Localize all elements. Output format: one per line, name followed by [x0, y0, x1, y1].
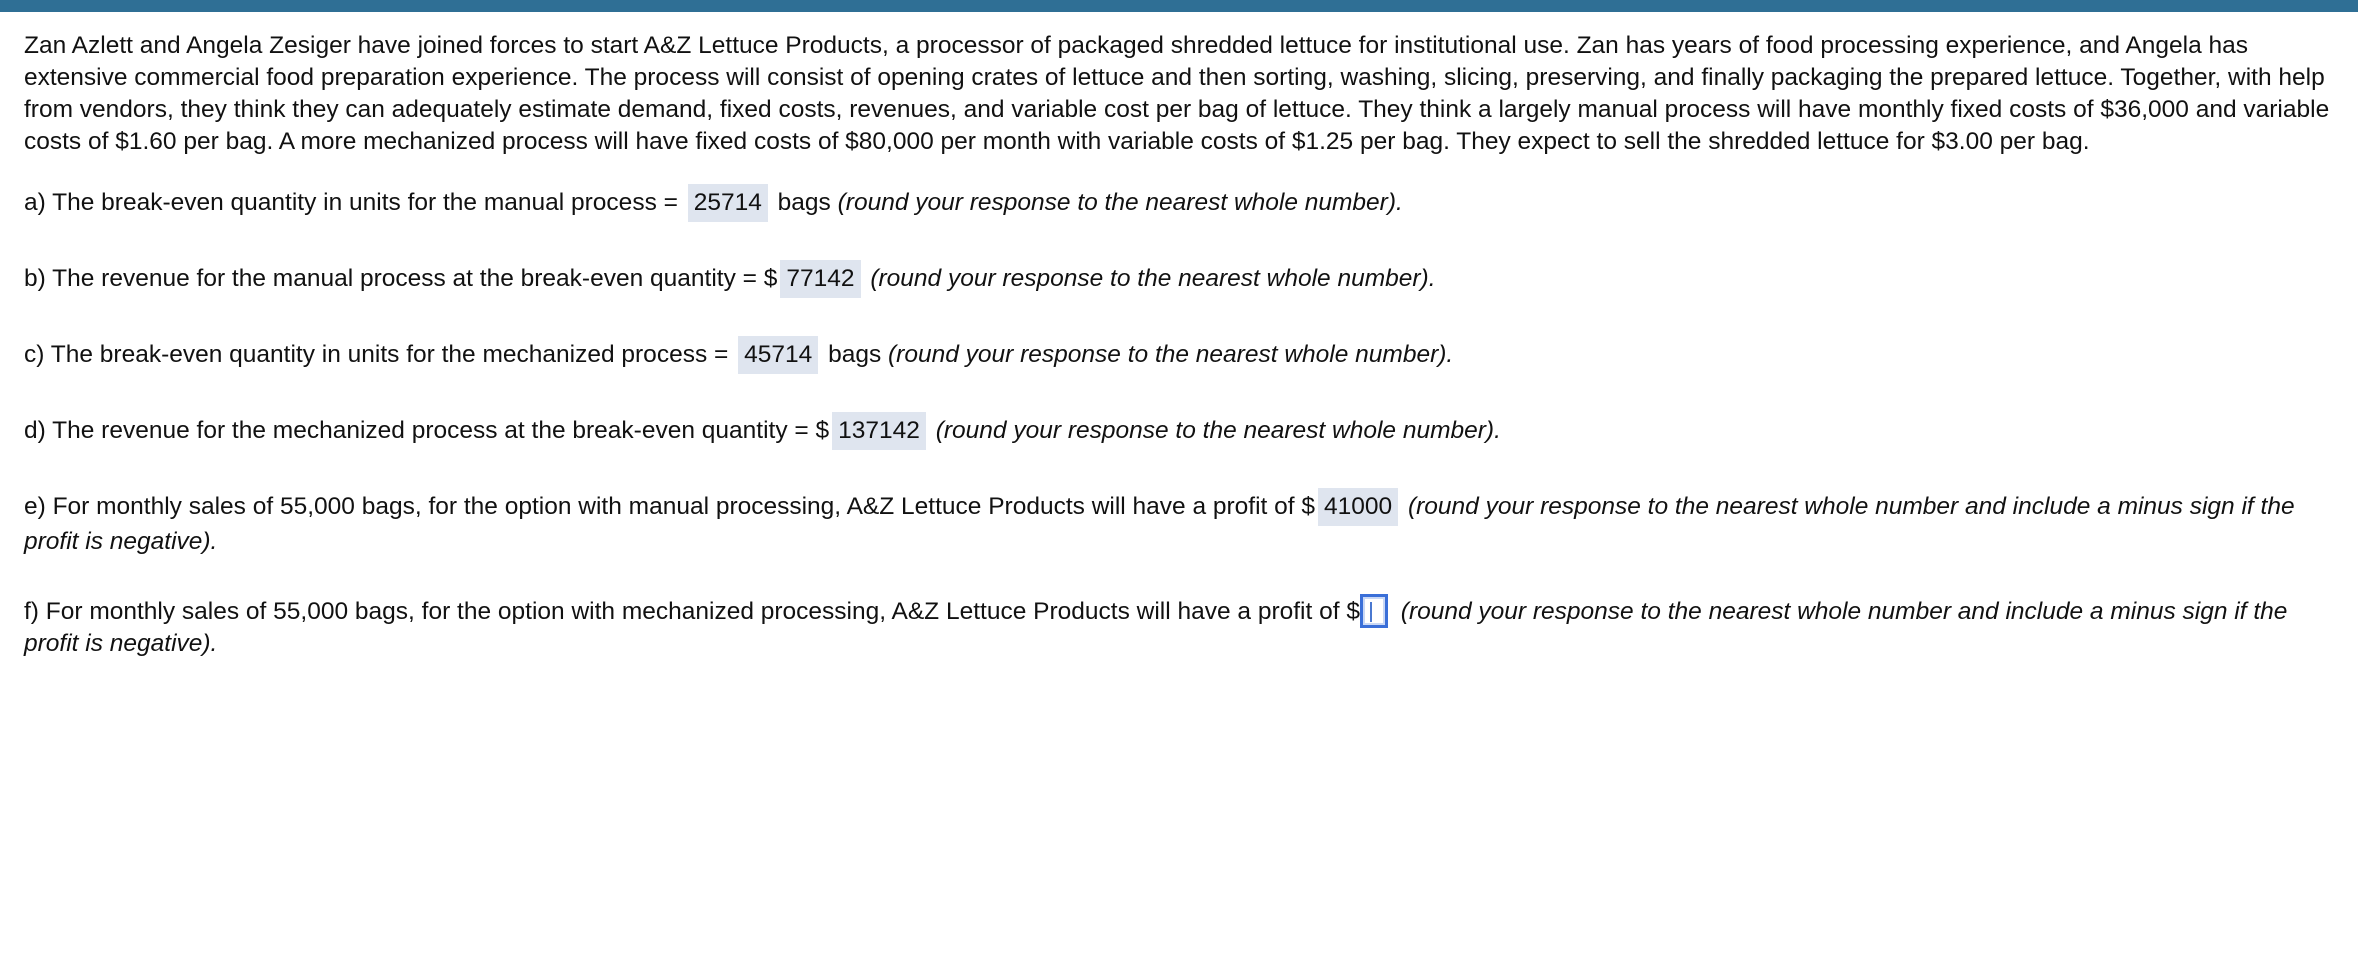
question-c-suffix: bags [821, 341, 889, 368]
question-a [24, 184, 2346, 222]
question-c-prefix: c) The break-even quantity in units for the mechanized process = [24, 341, 736, 368]
question-f-hint: (round your response to the nearest whole number and include a minus sign if the profit is negative). [24, 598, 2288, 657]
top-bar [0, 0, 2358, 12]
answer-f-input[interactable] [1360, 594, 1388, 628]
question-f-prefix: f) For monthly sales of 55,000 bags, for the option with mechanized processing, A&Z Lettuce Products will have a profit of $ [24, 598, 1360, 625]
question-b [24, 260, 2346, 298]
question-a-prefix: a) The break-even quantity in units for the manual process = [24, 189, 685, 216]
answer-d[interactable]: 137142 [832, 412, 926, 450]
question-a-hint: (round your response to the nearest whole number). [837, 189, 1403, 216]
question-b-hint: (round your response to the nearest whole number). [870, 265, 1436, 292]
question-f-suffix [1394, 598, 1401, 625]
question-d-prefix: d) The revenue for the mechanized process at the break-even quantity = $ [24, 417, 830, 444]
question-d-hint: (round your response to the nearest whole number). [935, 417, 1501, 444]
answer-b[interactable]: 77142 [780, 260, 860, 298]
question-d-suffix [929, 417, 936, 444]
answer-a[interactable]: 25714 [688, 184, 768, 222]
answer-e[interactable]: 41000 [1318, 488, 1398, 526]
problem-statement: Zan Azlett and Angela Zesiger have joined forces to start A&Z Lettuce Products, a processor of packaged shredded lettuce for institutional use. Zan has years of food processing experience, and Angela has extensive commercial food preparation experience. The process will consist of opening crates of lettuce and then sorting, washing, slicing, preserving, and finally packaging the prepared lettuce. Together, with help from vendors, they think they can adequately estimate demand, fixed costs, revenues, and variable cost per bag of lettuce. They think a largely manual process will have monthly fixed costs of $36,000 and variable costs of $1.60 per bag. A more mechanized process will have fixed costs of $80,000 per month with variable costs of $1.25 per bag. They expect to sell the shredded lettuce for $3.00 per bag. [24, 32, 2330, 155]
question-a-suffix: bags [770, 189, 838, 216]
question-e-suffix [1401, 493, 1408, 520]
question-e-prefix: e) For monthly sales of 55,000 bags, for the option with manual processing, A&Z Lettuce Products will have a profit of $ [24, 493, 1316, 520]
question-e [24, 488, 2346, 558]
answer-c[interactable]: 45714 [738, 336, 818, 374]
question-d [24, 412, 2346, 450]
question-f [24, 596, 2346, 660]
question-b-prefix: b) The revenue for the manual process at the break-even quantity = $ [24, 265, 778, 292]
problem-content [24, 30, 2346, 698]
question-e-hint: (round your response to the nearest whole number and include a minus sign if the profit is negative). [24, 493, 2295, 555]
question-c [24, 336, 2346, 374]
question-c-hint: (round your response to the nearest whole number). [888, 341, 1454, 368]
